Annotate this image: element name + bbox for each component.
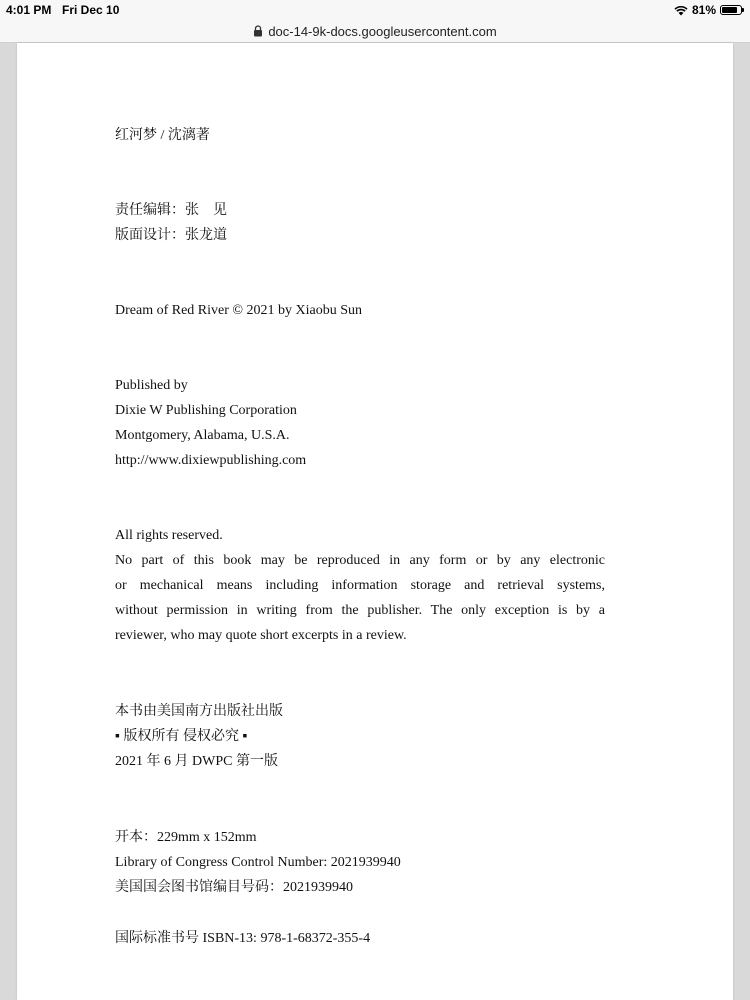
chinese-publish-block	[115, 699, 605, 774]
lock-icon	[253, 25, 263, 37]
url-text[interactable]: doc-14-9k-docs.googleusercontent.com	[268, 23, 497, 39]
rights-block	[115, 523, 605, 648]
publisher-location: Montgomery, Alabama, U.S.A.	[115, 428, 290, 443]
catalog-line: 美国国会图书馆编目号码：2021939940	[115, 880, 353, 895]
isbn-block	[115, 926, 605, 951]
battery-percent: 81%	[691, 3, 716, 17]
battery-nub	[742, 8, 744, 12]
designer-line: 版面设计：张龙道	[115, 228, 227, 243]
status-bar	[0, 0, 750, 20]
rights-line-2: or mechanical means including information storage and retrieval systems,	[115, 578, 605, 593]
address-bar[interactable]	[0, 20, 750, 43]
rights-notice-cn: ▪ 版权所有 侵权必究 ▪	[115, 729, 248, 744]
rights-line-1: No part of this book may be reproduced in any form or by any electronic	[115, 553, 605, 568]
status-indicators	[674, 3, 742, 17]
status-time: 4:01 PM	[6, 3, 52, 17]
lccn-line: Library of Congress Control Number: 2021939940	[115, 855, 401, 870]
status-date: Fri Dec 10	[62, 3, 120, 17]
rights-line-3: without permission in writing from the publisher. The only exception is by a	[115, 603, 605, 618]
copyright-block	[115, 298, 605, 323]
edition-line: 2021 年 6 月 DWPC 第一版	[115, 754, 278, 769]
battery-icon	[720, 5, 742, 15]
published-by: Published by	[115, 378, 188, 393]
publish-notice: 本书由美国南方出版社出版	[115, 704, 283, 719]
editor-line: 责任编辑：张 见	[115, 203, 227, 218]
credits-block	[115, 198, 605, 248]
wifi-icon	[674, 5, 688, 16]
publisher-name: Dixie W Publishing Corporation	[115, 403, 297, 418]
document-page	[17, 43, 733, 1000]
format-line: 开本：229mm x 152mm	[115, 830, 257, 845]
rights-reserved: All rights reserved.	[115, 528, 223, 543]
publisher-block	[115, 373, 605, 473]
battery-fill	[722, 7, 737, 13]
publisher-website[interactable]: http://www.dixiewpublishing.com	[115, 453, 307, 468]
specs-block	[115, 825, 605, 900]
rights-line-4: reviewer, who may quote short excerpts in a review.	[115, 628, 407, 643]
title-block	[115, 123, 605, 148]
title-line: 红河梦 / 沈漓著	[115, 128, 210, 143]
copyright-line: Dream of Red River © 2021 by Xiaobu Sun	[115, 303, 363, 318]
isbn-line: 国际标准书号 ISBN-13: 978-1-68372-355-4	[115, 931, 371, 946]
